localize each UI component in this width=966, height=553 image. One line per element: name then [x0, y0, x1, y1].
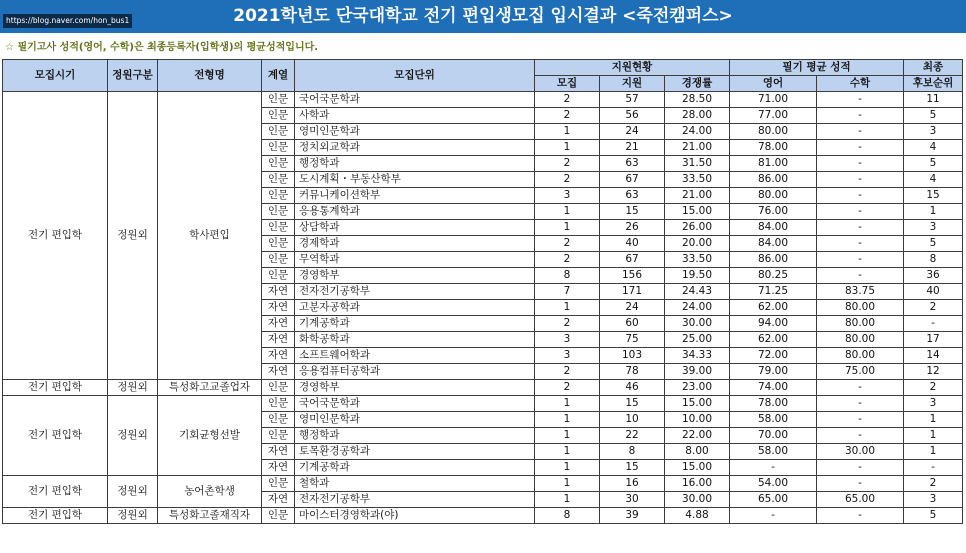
dept-cell: 소프트웨어학과: [295, 348, 535, 364]
math-cell: -: [817, 156, 904, 172]
rank-cell: 36: [904, 268, 963, 284]
rank-cell: 11: [904, 92, 963, 108]
recruit-cell: 1: [535, 220, 600, 236]
ratio-cell: 30.00: [665, 492, 730, 508]
english-cell: -: [730, 460, 817, 476]
rank-cell: 3: [904, 124, 963, 140]
quota-cell: 정원외: [108, 476, 158, 508]
ratio-cell: 25.00: [665, 332, 730, 348]
col-math: 수학: [817, 76, 904, 92]
recruit-cell: 7: [535, 284, 600, 300]
dept-cell: 전자전기공학부: [295, 284, 535, 300]
field-cell: 인문: [262, 108, 295, 124]
ratio-cell: 15.00: [665, 204, 730, 220]
rank-cell: 17: [904, 332, 963, 348]
period-cell: 전기 편입학: [3, 396, 108, 476]
ratio-cell: 21.00: [665, 188, 730, 204]
recruit-cell: 2: [535, 380, 600, 396]
math-cell: -: [817, 204, 904, 220]
field-cell: 인문: [262, 380, 295, 396]
table-row: [3, 396, 963, 412]
rank-cell: -: [904, 316, 963, 332]
english-cell: 58.00: [730, 412, 817, 428]
math-cell: -: [817, 268, 904, 284]
rank-cell: 3: [904, 396, 963, 412]
math-cell: -: [817, 412, 904, 428]
recruit-cell: 2: [535, 108, 600, 124]
field-cell: 인문: [262, 412, 295, 428]
dept-cell: 마이스터경영학과(야): [295, 508, 535, 524]
field-cell: 인문: [262, 396, 295, 412]
field-cell: 자연: [262, 364, 295, 380]
recruit-cell: 2: [535, 364, 600, 380]
recruit-cell: 2: [535, 172, 600, 188]
field-cell: 인문: [262, 252, 295, 268]
col-ratio: 경쟁률: [665, 76, 730, 92]
applicants-cell: 63: [600, 188, 665, 204]
field-cell: 인문: [262, 156, 295, 172]
dept-cell: 행정학과: [295, 156, 535, 172]
field-cell: 인문: [262, 476, 295, 492]
ratio-cell: 4.88: [665, 508, 730, 524]
applicants-cell: 46: [600, 380, 665, 396]
math-cell: -: [817, 252, 904, 268]
ratio-cell: 19.50: [665, 268, 730, 284]
applicants-cell: 30: [600, 492, 665, 508]
applicants-cell: 56: [600, 108, 665, 124]
english-cell: 62.00: [730, 332, 817, 348]
applicants-cell: 78: [600, 364, 665, 380]
period-cell: 전기 편입학: [3, 508, 108, 524]
english-cell: 62.00: [730, 300, 817, 316]
applicants-cell: 67: [600, 172, 665, 188]
english-cell: 94.00: [730, 316, 817, 332]
col-applicants: 지원: [600, 76, 665, 92]
ratio-cell: 26.00: [665, 220, 730, 236]
english-cell: 72.00: [730, 348, 817, 364]
math-cell: -: [817, 92, 904, 108]
applicants-cell: 15: [600, 204, 665, 220]
recruit-cell: 1: [535, 428, 600, 444]
applicants-cell: 67: [600, 252, 665, 268]
ratio-cell: 15.00: [665, 396, 730, 412]
math-cell: -: [817, 188, 904, 204]
math-cell: -: [817, 124, 904, 140]
recruit-cell: 2: [535, 316, 600, 332]
table-row: [3, 380, 963, 396]
period-cell: 전기 편입학: [3, 476, 108, 508]
dept-cell: 행정학과: [295, 428, 535, 444]
rank-cell: 12: [904, 364, 963, 380]
recruit-cell: 1: [535, 444, 600, 460]
math-cell: -: [817, 236, 904, 252]
applicants-cell: 10: [600, 412, 665, 428]
field-cell: 자연: [262, 492, 295, 508]
rank-cell: 5: [904, 108, 963, 124]
math-cell: -: [817, 460, 904, 476]
applicants-cell: 22: [600, 428, 665, 444]
col-dept: 모집단위: [295, 60, 535, 92]
math-cell: 83.75: [817, 284, 904, 300]
rank-cell: 3: [904, 492, 963, 508]
applicants-cell: 16: [600, 476, 665, 492]
english-cell: 84.00: [730, 236, 817, 252]
dept-cell: 정치외교학과: [295, 140, 535, 156]
applicants-cell: 15: [600, 460, 665, 476]
quota-cell: 정원외: [108, 92, 158, 380]
col-english: 영어: [730, 76, 817, 92]
math-cell: -: [817, 108, 904, 124]
quota-cell: 정원외: [108, 396, 158, 476]
dept-cell: 토목환경공학과: [295, 444, 535, 460]
rank-cell: 2: [904, 300, 963, 316]
source-url-badge: https://blog.naver.com/hon_bus1: [3, 14, 132, 28]
math-cell: -: [817, 140, 904, 156]
ratio-cell: 21.00: [665, 140, 730, 156]
field-cell: 자연: [262, 284, 295, 300]
applicants-cell: 8: [600, 444, 665, 460]
applicants-cell: 57: [600, 92, 665, 108]
ratio-cell: 16.00: [665, 476, 730, 492]
col-field: 계열: [262, 60, 295, 92]
period-cell: 전기 편입학: [3, 380, 108, 396]
applicants-cell: 156: [600, 268, 665, 284]
field-cell: 인문: [262, 140, 295, 156]
table-row: [3, 476, 963, 492]
applicants-cell: 39: [600, 508, 665, 524]
english-cell: 80.00: [730, 124, 817, 140]
field-cell: 자연: [262, 300, 295, 316]
type-cell: 특성화고교졸업자: [158, 380, 262, 396]
math-cell: -: [817, 172, 904, 188]
math-cell: 80.00: [817, 332, 904, 348]
recruit-cell: 2: [535, 236, 600, 252]
math-cell: -: [817, 396, 904, 412]
dept-cell: 영미인문학과: [295, 412, 535, 428]
recruit-cell: 8: [535, 268, 600, 284]
english-cell: 79.00: [730, 364, 817, 380]
rank-cell: 1: [904, 204, 963, 220]
recruit-cell: 1: [535, 140, 600, 156]
ratio-cell: 34.33: [665, 348, 730, 364]
ratio-cell: 33.50: [665, 172, 730, 188]
rank-cell: 5: [904, 236, 963, 252]
dept-cell: 무역학과: [295, 252, 535, 268]
field-cell: 인문: [262, 124, 295, 140]
recruit-cell: 1: [535, 460, 600, 476]
math-cell: -: [817, 508, 904, 524]
rank-cell: 2: [904, 476, 963, 492]
dept-cell: 국어국문학과: [295, 396, 535, 412]
english-cell: 65.00: [730, 492, 817, 508]
field-cell: 인문: [262, 508, 295, 524]
field-cell: 인문: [262, 188, 295, 204]
applicants-cell: 40: [600, 236, 665, 252]
applicants-cell: 60: [600, 316, 665, 332]
rank-cell: 1: [904, 444, 963, 460]
exam-note: ☆ 필기고사 성적(영어, 수학)은 최종등록자(입학생)의 평균성적입니다.: [5, 42, 319, 53]
ratio-cell: 30.00: [665, 316, 730, 332]
ratio-cell: 24.00: [665, 124, 730, 140]
col-type: 전형명: [158, 60, 262, 92]
english-cell: 77.00: [730, 108, 817, 124]
dept-cell: 커뮤니케이션학부: [295, 188, 535, 204]
col-rank-line1: 최종: [904, 60, 963, 76]
recruit-cell: 1: [535, 204, 600, 220]
type-cell: 기회균형선발: [158, 396, 262, 476]
type-cell: 특성화고졸재직자: [158, 508, 262, 524]
rank-cell: 3: [904, 220, 963, 236]
ratio-cell: 24.00: [665, 300, 730, 316]
dept-cell: 경제학과: [295, 236, 535, 252]
ratio-cell: 24.43: [665, 284, 730, 300]
applicants-cell: 103: [600, 348, 665, 364]
rank-cell: 4: [904, 172, 963, 188]
english-cell: 74.00: [730, 380, 817, 396]
field-cell: 자연: [262, 316, 295, 332]
dept-cell: 화학공학과: [295, 332, 535, 348]
math-cell: 80.00: [817, 300, 904, 316]
dept-cell: 경영학부: [295, 268, 535, 284]
admission-results-table: [2, 59, 963, 524]
english-cell: 80.25: [730, 268, 817, 284]
english-cell: 78.00: [730, 396, 817, 412]
rank-cell: 8: [904, 252, 963, 268]
ratio-cell: 15.00: [665, 460, 730, 476]
field-cell: 인문: [262, 236, 295, 252]
col-recruit: 모집: [535, 76, 600, 92]
math-cell: 65.00: [817, 492, 904, 508]
english-cell: -: [730, 508, 817, 524]
rank-cell: 15: [904, 188, 963, 204]
field-cell: 인문: [262, 428, 295, 444]
rank-cell: 14: [904, 348, 963, 364]
type-cell: 학사편입: [158, 92, 262, 380]
ratio-cell: 33.50: [665, 252, 730, 268]
recruit-cell: 3: [535, 348, 600, 364]
recruit-cell: 3: [535, 332, 600, 348]
english-cell: 80.00: [730, 188, 817, 204]
english-cell: 70.00: [730, 428, 817, 444]
ratio-cell: 28.50: [665, 92, 730, 108]
english-cell: 76.00: [730, 204, 817, 220]
field-cell: 자연: [262, 444, 295, 460]
dept-cell: 영미인문학과: [295, 124, 535, 140]
english-cell: 81.00: [730, 156, 817, 172]
field-cell: 자연: [262, 332, 295, 348]
table-row: [3, 508, 963, 524]
recruit-cell: 1: [535, 476, 600, 492]
dept-cell: 사학과: [295, 108, 535, 124]
page-title: 2021학년도 단국대학교 전기 편입생모집 입시결과 <죽전캠퍼스>: [233, 6, 733, 26]
applicants-cell: 63: [600, 156, 665, 172]
field-cell: 자연: [262, 460, 295, 476]
math-cell: -: [817, 476, 904, 492]
field-cell: 인문: [262, 92, 295, 108]
rank-cell: -: [904, 460, 963, 476]
quota-cell: 정원외: [108, 380, 158, 396]
english-cell: 78.00: [730, 140, 817, 156]
recruit-cell: 8: [535, 508, 600, 524]
col-period: 모집시기: [3, 60, 108, 92]
type-cell: 농어촌학생: [158, 476, 262, 508]
recruit-cell: 1: [535, 300, 600, 316]
english-cell: 71.00: [730, 92, 817, 108]
ratio-cell: 20.00: [665, 236, 730, 252]
math-cell: -: [817, 380, 904, 396]
english-cell: 58.00: [730, 444, 817, 460]
math-cell: -: [817, 220, 904, 236]
dept-cell: 상담학과: [295, 220, 535, 236]
math-cell: 30.00: [817, 444, 904, 460]
rank-cell: 1: [904, 412, 963, 428]
period-cell: 전기 편입학: [3, 92, 108, 380]
dept-cell: 기계공학과: [295, 316, 535, 332]
ratio-cell: 28.00: [665, 108, 730, 124]
applicants-cell: 75: [600, 332, 665, 348]
field-cell: 자연: [262, 348, 295, 364]
ratio-cell: 23.00: [665, 380, 730, 396]
field-cell: 인문: [262, 172, 295, 188]
recruit-cell: 1: [535, 124, 600, 140]
applicants-cell: 171: [600, 284, 665, 300]
rank-cell: 5: [904, 156, 963, 172]
rank-cell: 1: [904, 428, 963, 444]
rank-cell: 4: [904, 140, 963, 156]
math-cell: 75.00: [817, 364, 904, 380]
table-row: [3, 92, 963, 108]
field-cell: 인문: [262, 204, 295, 220]
math-cell: 80.00: [817, 348, 904, 364]
field-cell: 인문: [262, 268, 295, 284]
dept-cell: 기계공학과: [295, 460, 535, 476]
ratio-cell: 31.50: [665, 156, 730, 172]
recruit-cell: 1: [535, 412, 600, 428]
ratio-cell: 39.00: [665, 364, 730, 380]
col-exam: 필기 평균 성적: [730, 60, 904, 76]
dept-cell: 응용컴퓨터공학과: [295, 364, 535, 380]
recruit-cell: 2: [535, 252, 600, 268]
rank-cell: 5: [904, 508, 963, 524]
recruit-cell: 2: [535, 92, 600, 108]
applicants-cell: 24: [600, 124, 665, 140]
rank-cell: 2: [904, 380, 963, 396]
recruit-cell: 1: [535, 396, 600, 412]
recruit-cell: 2: [535, 156, 600, 172]
dept-cell: 고분자공학과: [295, 300, 535, 316]
english-cell: 86.00: [730, 172, 817, 188]
applicants-cell: 24: [600, 300, 665, 316]
col-status: 지원현황: [535, 60, 730, 76]
dept-cell: 국어국문학과: [295, 92, 535, 108]
ratio-cell: 22.00: [665, 428, 730, 444]
col-quota: 정원구분: [108, 60, 158, 92]
english-cell: 84.00: [730, 220, 817, 236]
dept-cell: 경영학부: [295, 380, 535, 396]
math-cell: 80.00: [817, 316, 904, 332]
recruit-cell: 1: [535, 492, 600, 508]
field-cell: 인문: [262, 220, 295, 236]
col-rank-line2: 후보순위: [904, 76, 963, 92]
quota-cell: 정원외: [108, 508, 158, 524]
ratio-cell: 8.00: [665, 444, 730, 460]
rank-cell: 40: [904, 284, 963, 300]
dept-cell: 응용통계학과: [295, 204, 535, 220]
english-cell: 54.00: [730, 476, 817, 492]
ratio-cell: 10.00: [665, 412, 730, 428]
dept-cell: 전자전기공학부: [295, 492, 535, 508]
english-cell: 86.00: [730, 252, 817, 268]
english-cell: 71.25: [730, 284, 817, 300]
recruit-cell: 3: [535, 188, 600, 204]
dept-cell: 도시계획・부동산학부: [295, 172, 535, 188]
dept-cell: 철학과: [295, 476, 535, 492]
applicants-cell: 26: [600, 220, 665, 236]
applicants-cell: 15: [600, 396, 665, 412]
applicants-cell: 21: [600, 140, 665, 156]
math-cell: -: [817, 428, 904, 444]
